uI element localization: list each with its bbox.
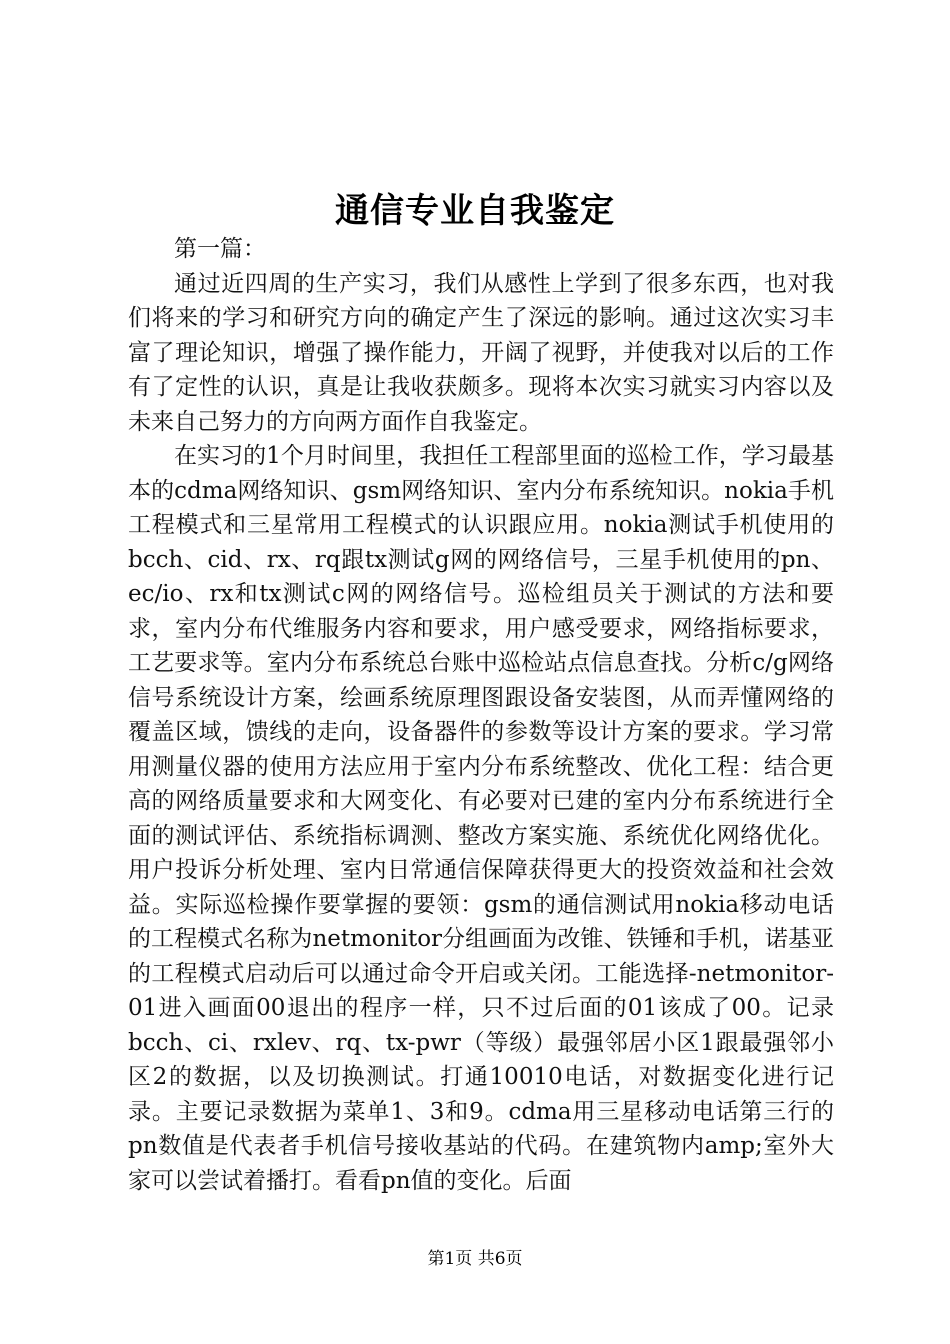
paragraph-2: 在实习的1个月时间里，我担任工程部里面的巡检工作，学习最基本的cdma网络知识、gsm网络知识、室内分布系统知识。nokia手机工程模式和三星常用工程模式的认识跟应用。nokia测试手机使用的bcch、cid、rx、rq跟tx测试g网的网络信号，三星手机使用的pn、ec/io、rx和tx测试c网的网络信号。巡检组员关于测试的方法和要求，室内分布代维服务内容和要求，用户感受要求，网络指标要求，工艺要求等。室内分布系统总台账中巡检站点信息查找。分析c/g网络信号系统设计方案，绘画系统原理图跟设备安装图，从而弄懂网络的覆盖区域，馈线的走向，设备器件的参数等设计方案的要求。学习常用测量仪器的使用方法应用于室内分布系统整改、优化工程：结合更高的网络质量要求和大网变化、有必要对已建的室内分布系统进行全面的测试评估、系统指标调测、整改方案实施、系统优化网络优化。用户投诉分析处理、室内日常通信保障获得更大的投资效益和社会效益。实际巡检操作要掌握的要领：gsm的通信测试用nokia移动电话的工程模式名称为netmonitor分组画面为改锥、铁锤和手机，诺基亚的工程模式启动后可以通过命令开启或关闭。工能选择-netmonitor-01进入画面00退出的程序一样，只不过后面的01该成了00。记录bcch、ci、rxlev、rq、tx-pwr（等级）最强邻居小区1跟最强邻小区2的数据，以及切换测试。打通10010电话，对数据变化进行记录。主要记录数据为菜单1、3和9。cdma用三星移动电话第三行的pn数值是代表者手机信号接收基站的代码。在建筑物内amp;室外大家可以尝试着播打。看看pn值的变化。后面: [128, 443, 834, 1194]
document-body: [128, 232, 834, 1198]
section-label: 第一篇：: [174, 236, 266, 262]
page-footer: [0, 1244, 950, 1269]
paragraph-1: 通过近四周的生产实习，我们从感性上学到了很多东西，也对我们将来的学习和研究方向的确定产生了深远的影响。通过这次实习丰富了理论知识，增强了操作能力，开阔了视野，并使我对以后的工作有了定性的认识，真是让我收获颇多。现将本次实习就实习内容以及未来自己努力的方向两方面作自我鉴定。: [128, 270, 834, 435]
page-number: 第1页 共6页: [427, 1249, 523, 1269]
document-title: 通信专业自我鉴定: [335, 191, 615, 231]
